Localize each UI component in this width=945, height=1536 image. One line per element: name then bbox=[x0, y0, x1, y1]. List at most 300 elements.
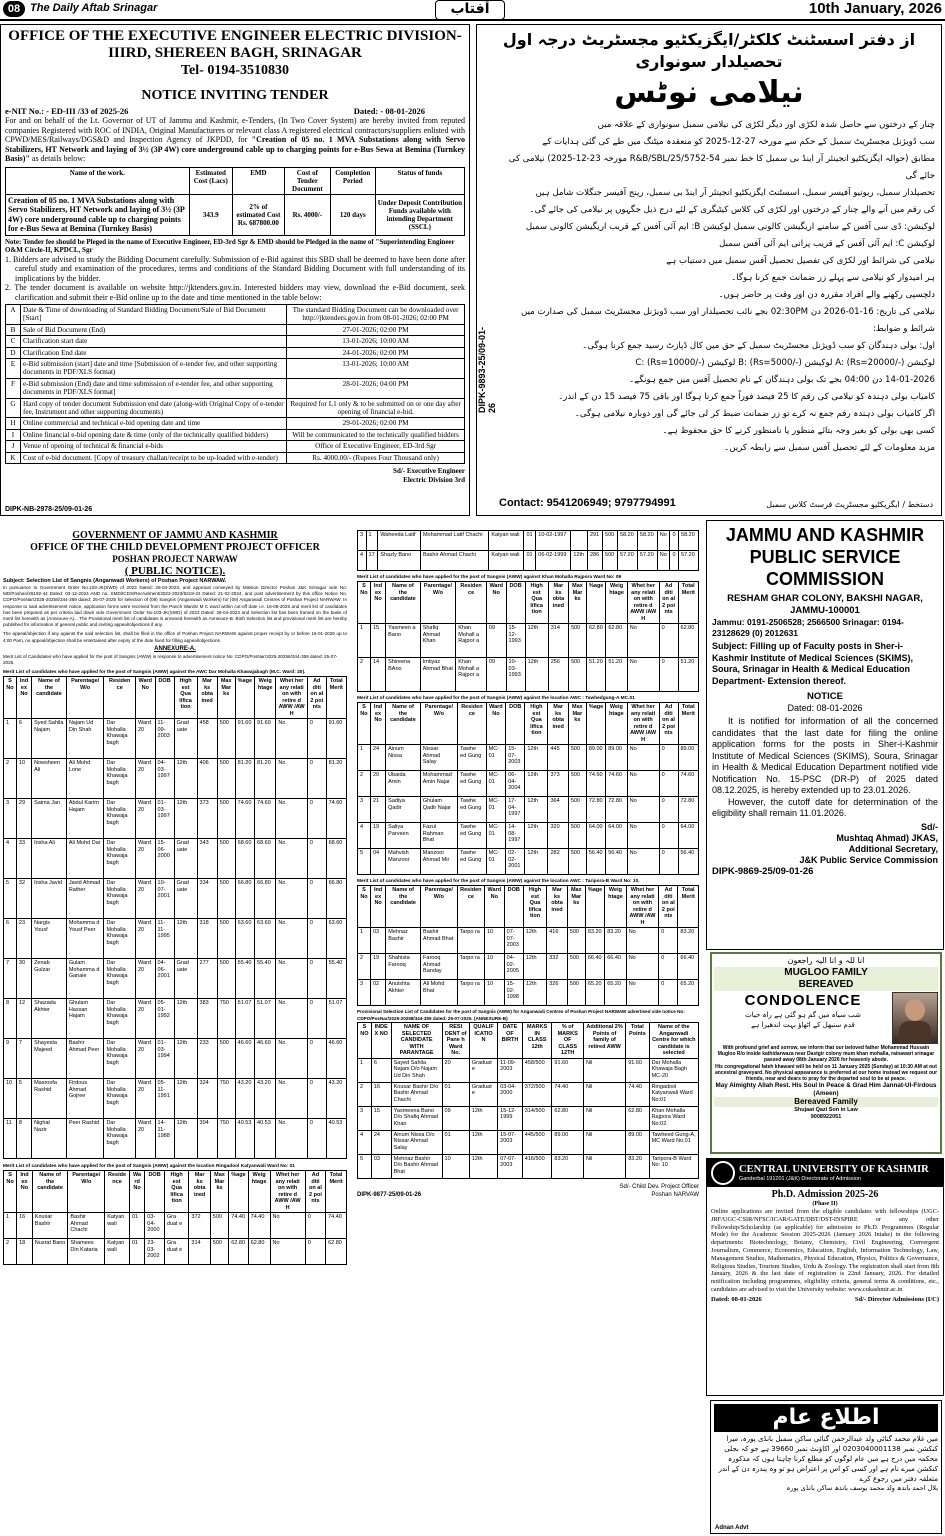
table-row-cell: Saliya Parveen bbox=[386, 823, 421, 849]
table-row-cell: 57.20 bbox=[637, 551, 657, 571]
table-row-cell: 0 bbox=[307, 959, 326, 999]
table-row-cell: 500 bbox=[210, 1213, 229, 1239]
table-row bbox=[4, 919, 347, 959]
jkpsc-dated: Dated: 08-01-2026 bbox=[787, 703, 863, 713]
table-row-cell: 15-07-2003 bbox=[498, 1130, 523, 1154]
table-row-cell: Tawhe ed Gung bbox=[458, 745, 486, 771]
table-row-cell: 0 bbox=[307, 919, 326, 959]
table-row-cell: 40.53 bbox=[235, 1119, 254, 1159]
tender-sig-1: Sd/- Executive Engineer bbox=[393, 467, 465, 476]
table-row-cell: 500 bbox=[210, 1239, 229, 1265]
table-row-cell: Mohamma d Yousf Peer bbox=[66, 919, 104, 959]
table-row-cell: 62.80 bbox=[678, 624, 698, 658]
table-row-cell: 332 bbox=[547, 954, 568, 980]
table-header-row-cell: Whet her any relati on with retire d AWW /AW H bbox=[270, 1171, 305, 1213]
table-row-cell: 05-11-1991 bbox=[155, 1079, 174, 1119]
table-row-cell: No bbox=[627, 797, 659, 823]
table-row-cell: Ainum Nissa D/o Nissar Ahmad Salay bbox=[391, 1130, 442, 1154]
table-row-cell: 11-09-2003 bbox=[155, 719, 174, 759]
table-row bbox=[358, 1082, 699, 1106]
schedule-val: 24-01-2026; 02:00 PM bbox=[287, 347, 465, 358]
table-row-cell: 74.60 bbox=[255, 799, 276, 839]
condolence-body: With profound grief and sorrow, we inform that our beloved father Mohammad Hussain Mugloo R/o Inside kathidarwaza near Dastgir colony mum khan mohalla, rainawari srinagar passed away 08th January 2026 for heavenly abode. bbox=[717, 1045, 935, 1064]
table-row-cell: Bashir Ahmad Peer bbox=[66, 1039, 104, 1079]
table-row-cell: 500 bbox=[603, 551, 618, 571]
table-row-cell: 62.80 bbox=[587, 624, 606, 658]
ittila-aam-ad bbox=[710, 1400, 942, 1534]
table-row-cell: 32 bbox=[16, 879, 31, 919]
table-row bbox=[4, 1239, 347, 1265]
tender-intro-para bbox=[5, 116, 465, 164]
paper-name: The Daily Aftab Srinagar bbox=[30, 2, 158, 14]
table-row-cell: 83.20 bbox=[605, 928, 626, 954]
table-row-cell: Shamees Din Kataria bbox=[68, 1239, 105, 1265]
schedule-row bbox=[6, 452, 465, 463]
poshan-body-2: The appeal/objection if any against the said selection list, shall be filed in the office of Poshan Project NARWAW against proper receipt by or before 16-01-2026 up to 4:00 Pam, no appeal/objection shall be entertained after expiry of the date fixed for filling appeal/objections. bbox=[3, 631, 347, 643]
table-row-cell: Zenab Gulzar bbox=[32, 959, 67, 999]
table-row-cell: No bbox=[627, 745, 659, 771]
masthead-logo: آفتاب bbox=[435, 0, 505, 20]
table-row-cell: 01 bbox=[129, 1239, 144, 1265]
table-row bbox=[4, 839, 347, 879]
table-row-cell: 15-12-1993 bbox=[506, 624, 525, 658]
table-row-cell: 6 bbox=[16, 719, 31, 759]
table-row-cell: 03 bbox=[371, 1154, 391, 1178]
schedule-row bbox=[6, 398, 465, 418]
table-row-cell: Insha Ali bbox=[32, 839, 67, 879]
table-header-row-cell: Ad diti on al 2 poi nts bbox=[659, 886, 678, 928]
table-row-cell: 0 bbox=[659, 797, 678, 823]
urdu-line: 14-01-2026 دن 04:00 بجے تک بولی دہندگان کے نام تحصیل آفس میں جمع ہونگے۔ bbox=[629, 375, 935, 385]
table-row-cell: 01 bbox=[524, 551, 536, 571]
schedule-item: Online financial e-bid opening date & time (only of the technically qualified bidders) bbox=[21, 429, 287, 440]
th-status-funds: Status of funds bbox=[375, 167, 464, 194]
table-row-cell: 4 bbox=[358, 1130, 372, 1154]
tender-office: OFFICE OF THE EXECUTIVE ENGINEER ELECTRIC DIVISION-IIIRD, SHEREEN BAGH, SRINAGAR bbox=[8, 28, 462, 61]
td-completion: 120 days bbox=[330, 194, 375, 235]
urdu-line: نیلامی کی تاریخ: 16-01-2026 دن 02:30PM بجے نائب تحصیلدار اور سب ڈویژنل مجسٹریٹ سمبل کی صدارت میں bbox=[520, 307, 935, 317]
table-row-cell: 09 bbox=[442, 1106, 469, 1130]
table-header-row-cell: Name of the candidate bbox=[386, 582, 421, 624]
table-row-cell: 12th bbox=[174, 799, 197, 839]
table-row-cell: 15 bbox=[371, 1106, 391, 1130]
table-row-cell: 55.40 bbox=[255, 959, 276, 999]
table-row-cell: Shahista Farooq bbox=[386, 954, 421, 980]
table-row-cell: 64.00 bbox=[678, 823, 699, 849]
table-row-cell: 51.07 bbox=[255, 999, 276, 1039]
table-row-cell: 5 bbox=[16, 1079, 31, 1119]
schedule-item: e-Bid submission (start] date and time [Submission of e-tender fee, and other supporting documents in PDF/XLS format) bbox=[21, 359, 287, 379]
table-row-cell: 91.60 bbox=[255, 719, 276, 759]
table-row-cell: 03-04-2000 bbox=[498, 1082, 523, 1106]
table-row-cell: Ward 20 bbox=[135, 839, 155, 879]
table-row-cell: 66.40 bbox=[605, 954, 626, 980]
table-row-cell: 7 bbox=[4, 959, 17, 999]
table-row-cell: 07-07-2003 bbox=[498, 1154, 523, 1178]
table-row-cell: No bbox=[270, 1239, 305, 1265]
table-row-cell: 64.00 bbox=[586, 823, 605, 849]
jkpsc-notice bbox=[706, 520, 944, 950]
table-row-cell: 81.20 bbox=[255, 759, 276, 799]
table-row-cell: Graduat e bbox=[469, 1082, 497, 1106]
table-header-row-cell: Residen ce bbox=[458, 703, 486, 745]
table-row-cell: MC-01 bbox=[486, 823, 506, 849]
table-row-cell: No bbox=[276, 919, 308, 959]
tender-enit-no: e-NIT No.: - ED-III /33 of 2025-26 bbox=[5, 106, 129, 116]
table-row-cell: 12th bbox=[174, 1039, 197, 1079]
tender-dipk: DIPK-NB-2978-25/09-01-26 bbox=[5, 506, 93, 513]
table-row bbox=[358, 823, 699, 849]
jkpsc-org: J&K Public Service Commission bbox=[799, 854, 938, 865]
table-row-cell: Mehnaz Bashir D/o Bashir Ahmad Bhat bbox=[391, 1154, 442, 1178]
table-row-cell: 21 bbox=[370, 797, 385, 823]
poshan-dipk: DIPK-9877-25/09-01-26 bbox=[357, 1191, 422, 1198]
table-row-cell: Tarpo ra bbox=[457, 954, 484, 980]
table-row-cell: 02 bbox=[370, 980, 385, 1006]
table-row-cell: 10 bbox=[485, 928, 505, 954]
cuk-sig: Sd/- Director Admissions (I/C) bbox=[854, 1295, 939, 1303]
schedule-val: 13-01-2026; 10:00 AM bbox=[287, 336, 465, 347]
table-row-cell: 62.80 bbox=[326, 1239, 347, 1265]
table-row-cell: 12th bbox=[174, 1119, 197, 1159]
urdu-office-line: از دفتر اسسٹنٹ کلکٹر/ایگزیکٹیو مجسٹریٹ درجہ اول تحصیلدار سونواری bbox=[502, 30, 916, 71]
table-row-cell: Nil bbox=[583, 1154, 625, 1178]
table-row-cell: 500 bbox=[567, 928, 585, 954]
page-number: 08 bbox=[3, 1, 25, 17]
table-row-cell: Syed Sahila Najam bbox=[32, 719, 67, 759]
merit-table-katyanwali-cont bbox=[357, 530, 699, 571]
table-header-row-cell: Mar ks obta ined bbox=[548, 703, 568, 745]
masthead-rule bbox=[0, 19, 945, 21]
table-row-cell: Dar Mohalla Khawaja bagh bbox=[104, 839, 136, 879]
schedule-key: E bbox=[6, 359, 21, 379]
table-row-cell: 5 bbox=[4, 879, 17, 919]
table-row-cell: 14-08-1997 bbox=[506, 823, 525, 849]
table-row-cell: 0 bbox=[659, 823, 678, 849]
table-header-row-cell: Whet her any relati on with retire d AWW /AW H bbox=[276, 677, 308, 719]
jkpsc-sd: Sd/- bbox=[921, 821, 938, 832]
table-row-cell: 12 bbox=[16, 999, 31, 1039]
condolence-bereaved-family: Bereaved Family bbox=[714, 1097, 938, 1107]
table-row bbox=[358, 928, 699, 954]
poshan-list5-title: Merit List of candidates who have applied for the post of Sangnis (AWW) against the location AWC : Taripora-B Ward No: 10. bbox=[357, 879, 640, 884]
table-row-cell: No bbox=[626, 928, 659, 954]
table-row-cell: 68.60 bbox=[235, 839, 254, 879]
table-header-row-cell: Ad diti on al 2 poi nts bbox=[307, 677, 326, 719]
table-row-cell: 74.60 bbox=[235, 799, 254, 839]
th-work-name: Name of the work. bbox=[6, 167, 190, 194]
table-row-cell: Bashir Ahmad Chachi bbox=[420, 551, 488, 571]
table-row-cell: 416 bbox=[547, 928, 568, 954]
table-row bbox=[358, 980, 699, 1006]
table-row-cell: 500 bbox=[603, 531, 618, 551]
poshan-office: OFFICE OF THE CHILD DEVELOPMENT PROJECT OFFICER bbox=[30, 542, 320, 553]
schedule-row bbox=[6, 305, 465, 325]
table-row-cell: 11 bbox=[4, 1119, 17, 1159]
table-row-cell: 15-02-1998 bbox=[504, 980, 523, 1006]
table-row-cell: 2 bbox=[358, 1082, 372, 1106]
table-header-row-cell: Total Merit bbox=[326, 677, 346, 719]
table-header-row-cell: Max Mar ks bbox=[568, 703, 586, 745]
table-row-cell: 12th bbox=[525, 797, 548, 823]
condolence-urdu-1: شب سیاہ میں گم ہو گئی ہے راہ حیات bbox=[745, 1011, 861, 1019]
table-header-row-cell: Total Points bbox=[626, 1023, 649, 1059]
table-header-row bbox=[4, 677, 347, 719]
table-row-cell: 66.80 bbox=[235, 879, 254, 919]
table-row-cell: 0 bbox=[659, 745, 678, 771]
schedule-key: K bbox=[6, 452, 21, 463]
table-row-cell: Bashir Ahmad Bhat bbox=[421, 928, 458, 954]
table-row-cell: 57.20 bbox=[679, 551, 699, 571]
table-row-cell: 0 bbox=[307, 799, 326, 839]
table-row-cell: 74.60 bbox=[586, 771, 605, 797]
urdu-line: چنار کے درختوں سے حاصل شدہ لکڑی اور دیگر لکڑی کی نیلامی سمبل سونواری کے علاقہ میں bbox=[597, 120, 935, 130]
table-row-cell: 91.60 bbox=[552, 1058, 584, 1082]
table-row-cell: Nowsheen Ali bbox=[32, 759, 67, 799]
table-row-cell: 43.20 bbox=[255, 1079, 276, 1119]
table-header-row-cell: Ind ex No bbox=[370, 886, 385, 928]
table-row-cell: MC-01 bbox=[486, 797, 506, 823]
table-header-row-cell: DATE OF BIRTH bbox=[498, 1023, 523, 1059]
table-row-cell: MC-01 bbox=[486, 849, 506, 875]
table-row-cell: No bbox=[276, 1079, 308, 1119]
table-row-cell: 12th bbox=[525, 849, 548, 875]
tender-dated: Dated: - 08-01-2026 bbox=[353, 106, 425, 116]
table-header-row-cell: Ad diti on al 2 poi nts bbox=[659, 582, 678, 624]
poshan-public: ( PUBLIC NOTICE). bbox=[124, 565, 226, 577]
table-row-cell: Dar Mohalla Khawaja bagh bbox=[104, 879, 136, 919]
table-row-cell: 33 bbox=[16, 839, 31, 879]
table-header-row-cell: Mar ks obta ined bbox=[197, 677, 217, 719]
table-header-row-cell: S No bbox=[358, 582, 371, 624]
table-header-row-cell: Max Mar ks bbox=[569, 582, 587, 624]
table-row-cell: 65.20 bbox=[585, 980, 604, 1006]
poshan-list4-title: Merit List of candidates who have applied for the post of Sangnis (AWW) against the location AWC : Tawhedgung-A MC.01 bbox=[357, 696, 635, 701]
table-row-cell: Dar Mohalla Khawaja Bagh MC-20 bbox=[649, 1058, 698, 1082]
table-row-cell: 20 bbox=[442, 1058, 469, 1082]
urdu-line: کی رقم میں آنے والے چنار کے درختوں اور لکڑی کی کلاس کیٹیگری کے لئے درج ذیل جگہوں پر نیلامی کی جائے گی۔ bbox=[529, 205, 935, 215]
jkpsc-designation: Additional Secretary, bbox=[848, 843, 938, 854]
table-row-cell: 500 bbox=[217, 919, 235, 959]
table-row bbox=[358, 531, 699, 551]
table-row-cell: Ward 20 bbox=[135, 759, 155, 799]
table-row-cell: 0 bbox=[659, 954, 678, 980]
table-row-cell: MC-01 bbox=[486, 745, 506, 771]
tender-point-1: 1. Bidders are advised to study the Bidding Document carefully. Submission of e-Bid against this SBD shall be deemed to have been done after careful study and examination of the procedures, terms and conditions of the Standard Bidding Document with full understanding of its implications by the bidder. bbox=[5, 254, 465, 283]
table-header-row-cell: Parentage/ W/o bbox=[68, 1171, 105, 1213]
table-row bbox=[358, 624, 699, 658]
table-row bbox=[358, 745, 699, 771]
table-row-cell: Ward 20 bbox=[135, 879, 155, 919]
table-row-cell: 2 bbox=[358, 658, 371, 692]
table-row-cell: Ali Mohd Lone bbox=[66, 759, 104, 799]
table-row-cell: 62.80 bbox=[552, 1106, 584, 1130]
table-row bbox=[358, 1106, 699, 1130]
th-emd: EMD bbox=[232, 167, 284, 194]
tender-title: NOTICE INVITING TENDER bbox=[141, 88, 329, 103]
table-row-cell: 91.60 bbox=[626, 1058, 649, 1082]
masthead-date: 10th January, 2026 bbox=[808, 0, 942, 17]
table-row-cell: 500 bbox=[217, 759, 235, 799]
table-header-row-cell: S No bbox=[358, 886, 371, 928]
table-row-cell: No bbox=[276, 959, 308, 999]
table-row-cell: 66.80 bbox=[326, 879, 346, 919]
table-row-cell: 10-03-1993 bbox=[506, 658, 525, 692]
table-row-cell: 51.20 bbox=[606, 658, 627, 692]
condolence-phone: 9008922051 bbox=[810, 1114, 842, 1121]
merit-table-taripora bbox=[357, 885, 699, 1006]
merit-table-dar-mohalla bbox=[3, 676, 347, 1159]
table-row-cell: Grad uate bbox=[174, 879, 197, 919]
table-row-cell: 68.60 bbox=[255, 839, 276, 879]
table-row-cell: Kousar Bashir bbox=[32, 1213, 68, 1239]
table-row-cell: 74.40 bbox=[248, 1213, 270, 1239]
table-row-cell: Khan Mohall a Rajpor a bbox=[456, 658, 487, 692]
condolence-arabic: انا للہ و انا الیہ راجعون bbox=[787, 956, 865, 965]
table-row-cell: 500 bbox=[568, 849, 586, 875]
table-row-cell: Dar Mohalla Khawaja bagh bbox=[104, 1079, 136, 1119]
urdu-line: دلچسپی رکھنے والے افراد مقررہ دن اور وقت پر حاضر ہوں۔ bbox=[718, 290, 935, 300]
urdu-line: مطابق (حوالہ ایگزیکٹیو انجینئر آر اینڈ بی سمبل کا خط نمبر R&B/SBL/25/5752-54 مورخہ 23-12-2025) نیلامی کی جائے گی bbox=[508, 154, 935, 181]
jkpsc-body-2: However, the cutoff date for determination of the eligibility shall remain 11.01.2026. bbox=[712, 796, 938, 818]
urdu-line: نیلامی کی شرائط اور لکڑی کی تفصیل تحصیل آفس سمبل میں دستیاب ہے bbox=[666, 256, 935, 266]
urdu-line: تحصیلدار سمبل، ریونیو آفیسر سمبل، اسسٹنٹ ایگزیکٹیو انجینئر آر اینڈ بی سمبل، رینج آفیسر جنگلات شامل ہیں bbox=[535, 188, 935, 198]
urdu-contact: Contact: 9541206949; 9797794991 bbox=[499, 497, 676, 509]
table-row-cell: No bbox=[276, 1119, 308, 1159]
schedule-key: I bbox=[6, 429, 21, 440]
table-row bbox=[4, 719, 347, 759]
schedule-item: Clarification End date bbox=[21, 347, 287, 358]
table-row-cell: 0 bbox=[307, 839, 326, 879]
table-row-cell: Nil bbox=[583, 1130, 625, 1154]
table-row-cell: 233 bbox=[197, 1039, 217, 1079]
urdu-line: شرائط و ضوابط: bbox=[872, 324, 935, 334]
table-row-cell: 314 bbox=[189, 1239, 210, 1265]
table-row-cell: Shazly Bano bbox=[378, 551, 421, 571]
table-row-cell: No bbox=[276, 759, 308, 799]
jkpsc-body: It is notified for information of all the concerned candidates that the last date for filing the online application forms for the posts in Sher-i-Kashmir Institute of Medical Sciences (SKIMS), Soura, Srinagar in Health & Medical Education Department notified vide Notification No. 15-PSC (DR-P) of 2025 dated 08.12.2025, is hereby extended up to 23.01.2026. bbox=[712, 716, 938, 795]
schedule-item: Date & Time of downloading of Standard Bidding Document/Sale of Bid Document [Start] bbox=[21, 305, 287, 325]
table-header-row-cell: High est Qua lifica tion bbox=[525, 703, 548, 745]
table-row-cell: 51.20 bbox=[587, 658, 606, 692]
table-row-cell: Shazada Akhter bbox=[32, 999, 67, 1039]
table-row-cell: 23 bbox=[16, 919, 31, 959]
table-row-cell: Nighat Nazir bbox=[32, 1119, 67, 1159]
td-work-name: Creation of 05 no. 1 MVA Substations along with Servo Stabilizers, HT Network and laying of 3½ (3P 4W) core underground cable up to charging points for e-Bus Sewa at Bemina (Turnkey Basis) bbox=[6, 194, 190, 235]
urdu-line: اگر کامیاب بولی دہندہ رقم جمع نہ کرے تو زر ضمانت ضبط کر لی جائے گی اور دوبارہ نیلامی ہوگی۔ bbox=[574, 409, 935, 419]
table-header-row-cell: Ward No bbox=[135, 677, 155, 719]
table-row-cell: No bbox=[626, 980, 659, 1006]
table-row-cell: 83.20 bbox=[585, 928, 604, 954]
table-row-cell: Grad uate bbox=[174, 719, 197, 759]
table-row bbox=[358, 954, 699, 980]
table-header-row-cell: Max Mar ks bbox=[210, 1171, 229, 1213]
table-row-cell: 1 bbox=[358, 745, 371, 771]
table-header-row-cell: %age bbox=[229, 1171, 248, 1213]
table-row-cell: 24 bbox=[370, 745, 385, 771]
schedule-val: 28-01-2026; 04:00 PM bbox=[287, 378, 465, 398]
poshan-body: In pursuance to Government Order No.103-JK(SWD) of 2023 Dated: 28-04-2023, and approval conveyed by Mission Director Poshan J&K Srinagar vide No: MD/Poshan/26192-44 Dated: 03-12-2024 AND no. SMD/ICDS/Recruitment/2022-2023/6219-22 Dated: 21-02-2024, and post advertisement by this office Notice No. CDPO/PosNar/2025-20258/344-359 dated: 25-07-2025 for selection of (09) Sangnis (Anganwadi Workers) for (09) Anganwadi Centres of Poshan Project NARWAW. In response to said advertisement notice, application forms were received from the Panch Wards/ M C ward within cut-off date i.e. 16-08-2025 and merit list of candidates has been prepared as per criteria laid down vide Government Order No.103-JK(SWD) of 2023 Dated: 28-04-2023 and Selection list has been framed on the basis of merit list herewith as (Annexure-A)... The Provisional merit list of candidates is annexed herewith as Annexure-B. Both Selection list and provisional merit list are hereby published for information of general public and inviting appeal/objections if any. bbox=[3, 585, 347, 628]
condolence-signature: Shujaat Qazi Son in Law bbox=[794, 1107, 858, 1114]
table-row-cell: 500 bbox=[217, 719, 235, 759]
table-row-cell: 320 bbox=[548, 823, 568, 849]
table-header-row-cell: Ward No bbox=[486, 582, 506, 624]
table-row-cell: 0 bbox=[307, 1079, 326, 1119]
table-header-row-cell: INDE X NO bbox=[371, 1023, 391, 1059]
cuk-logo-icon bbox=[711, 1161, 735, 1185]
table-row-cell: 383 bbox=[197, 999, 217, 1039]
table-row bbox=[4, 959, 347, 999]
table-row-cell: 372 bbox=[189, 1213, 210, 1239]
table-row-cell: Mehnaz Bashir bbox=[386, 928, 421, 954]
table-row-cell: 12th bbox=[469, 1154, 497, 1178]
table-row-cell: Khan Mohall a Rajpor a bbox=[456, 624, 487, 658]
urdu-line: مزید معلومات کے لئے تحصیل آفس سمبل سے رابطہ کریں۔ bbox=[724, 443, 935, 453]
table-row-cell: 0 bbox=[307, 879, 326, 919]
table-row-cell: 15 bbox=[370, 624, 385, 658]
table-row-cell: 09 bbox=[486, 658, 506, 692]
table-row-cell: 500 bbox=[569, 658, 587, 692]
table-row-cell: No bbox=[276, 799, 308, 839]
table-header-row bbox=[358, 703, 699, 745]
table-header-row-cell: DOB bbox=[504, 886, 523, 928]
table-row-cell: No bbox=[657, 531, 670, 551]
schedule-key: F bbox=[6, 378, 21, 398]
table-row-cell: 29 bbox=[16, 799, 31, 839]
table-row bbox=[358, 1058, 699, 1082]
schedule-row bbox=[6, 359, 465, 379]
table-row-cell: 04-06-2001 bbox=[155, 959, 174, 999]
schedule-val: Rs. 4000.00/- (Rupees Four Thousand only) bbox=[287, 452, 465, 463]
table-row-cell: 445/500 bbox=[522, 1130, 552, 1154]
table-row-cell: 500 bbox=[217, 799, 235, 839]
condolence-bereaved: BEREAVED bbox=[798, 979, 854, 990]
table-row-cell: 1 bbox=[4, 719, 17, 759]
table-row-cell: Ward 20 bbox=[135, 799, 155, 839]
table-row-cell: 46.60 bbox=[326, 1039, 346, 1079]
tender-schedule-table bbox=[5, 304, 465, 464]
table-row-cell: 14-11-1988 bbox=[155, 1119, 174, 1159]
table-header-row-cell: Mar ks obta ined bbox=[548, 582, 568, 624]
table-row-cell: 324 bbox=[197, 1079, 217, 1119]
td-emd: 2% of estimated Cost Rs. 687800.00 bbox=[232, 194, 284, 235]
table-row-cell: Grad uate bbox=[174, 959, 197, 999]
table-row-cell: 43.20 bbox=[235, 1079, 254, 1119]
table-row-cell: 2 bbox=[4, 1239, 17, 1265]
table-row-cell: 74.60 bbox=[678, 771, 699, 797]
table-header-row-cell: QUALIF ICATIO N bbox=[469, 1023, 497, 1059]
table-row bbox=[358, 1154, 699, 1178]
table-row-cell: No bbox=[627, 771, 659, 797]
schedule-row bbox=[6, 441, 465, 452]
table-row-cell: 1 bbox=[358, 1058, 372, 1082]
schedule-key: B bbox=[6, 324, 21, 335]
table-row-cell: No bbox=[627, 658, 659, 692]
table-row-cell: 372/500 bbox=[522, 1082, 552, 1106]
table-row-cell: 343 bbox=[197, 839, 217, 879]
table-row-cell: 10-02-1997 bbox=[536, 531, 571, 551]
table-row-cell: 0 bbox=[659, 980, 678, 1006]
urdu-signature: دستخط / ایگزیکٹیو مجسٹریٹ فرسٹ کلاس سمبل bbox=[766, 500, 933, 509]
table-header-row bbox=[358, 1023, 699, 1059]
condolence-prayer: May Almighty Allah Rest. His Soul In Peace & Grad Him Jannat-Ul-Firdous (Ameen) bbox=[715, 1082, 937, 1097]
urdu-line: سب ڈویژنل مجسٹریٹ سمبل کے حکم سے مورخہ 27-12-2025 کو منعقدہ میٹنگ میں طے کی گئی ہدایات کے bbox=[542, 137, 935, 147]
poshan-project: POSHAN PROJECT NARWAW bbox=[112, 554, 238, 564]
table-row-cell: 72.80 bbox=[586, 797, 605, 823]
table-row-cell: 1 bbox=[366, 531, 378, 551]
table-row-cell: Mohammad Latif Chachi bbox=[420, 531, 488, 551]
table-header-row-cell: % of MARKS OF CLASS 12TH bbox=[552, 1023, 584, 1059]
